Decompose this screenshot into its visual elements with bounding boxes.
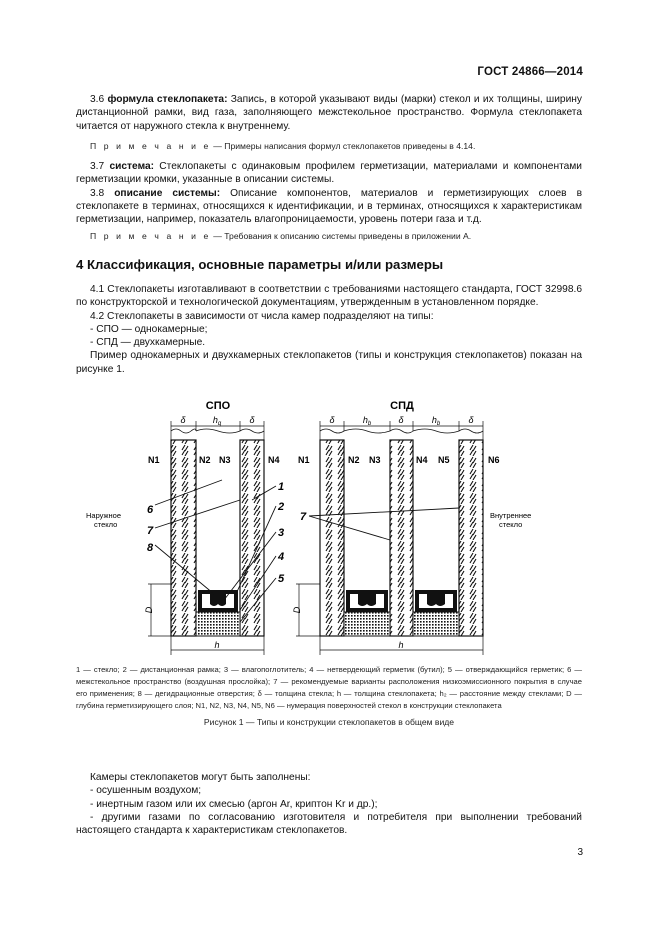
clause-number: 3.6 [90,94,105,105]
surface-n6: N6 [488,455,500,465]
gap-symbol: $h_q$ [212,415,222,427]
sealant [196,612,240,636]
section-4-heading: 4 Классификация, основные параметры и/или размеры [76,257,444,272]
fill-item: - осушенным воздухом; [90,785,202,797]
outer-glass-label: Наружное стекло [86,511,122,529]
callout-7: 7 [147,525,154,537]
callout-1: 1 [278,481,285,493]
surface-n3: N3 [369,455,381,465]
surface-n2: N2 [199,455,211,465]
term: формула стеклопакета: [107,94,228,105]
clause-4-1: 4.1 Стеклопакеты изготавливают в соответствии с требованиями настоящего стандарта, ГОСТ 32998.6 по конструкторской и технологической документациям, утвержденным в установленном порядке. [76,284,582,309]
depth-symbol: D [144,606,154,614]
callout-8: 8 [147,542,154,554]
sealant [413,612,459,636]
spd-label: СПД [390,400,414,412]
clause-4-2: 4.2 Стеклопакеты в зависимости от числа камер подразделяют на типы: [90,310,434,322]
gap-symbol: $h_b$ [362,415,372,427]
delta-symbol: δ [249,415,255,425]
gap-symbol: $h_b$ [431,415,441,427]
spo-label: СПО [205,400,231,412]
thickness-symbol: h [398,640,404,650]
thickness-symbol: h [214,640,220,650]
delta-symbol: δ [180,415,186,425]
callout-4: 4 [278,551,285,563]
surface-n1: N1 [298,455,310,465]
fill-intro: Камеры стеклопакетов могут быть заполнены: [90,772,311,783]
depth-symbol: D [292,606,302,614]
surface-n4: N4 [268,455,280,465]
glass-pane [320,440,344,636]
note-text: — Требования к описанию системы приведены в приложении А. [210,231,472,241]
definition: Стеклопакеты с одинаковым профилем герметизации, материалами и компонентами герметизации кромки, указанные в описании системы. [76,161,582,186]
fill-gases-section [76,771,582,837]
term: система: [109,161,155,172]
figure-reference: Пример однокамерных и двухкамерных стеклопакетов (типы и конструкция стеклопакетов) показан на рисунке 1. [76,350,582,375]
inner-glass-label: Внутреннее стекло [490,511,532,529]
surface-n1: N1 [148,455,160,465]
note-label: П р и м е ч а н и е [90,141,211,151]
glass-pane [171,440,196,636]
clause-number: 3.7 [90,161,105,172]
definition: Описание компонентов, материалов и герметизирующих слоев в стеклопакете в терминах, относящихся к идентификации, и в терминах, относящихся к характеристикам герметизации, например, показатель влагопроницаемости, уровень потери газа и т.д. [76,187,582,226]
surface-n5: N5 [438,455,450,465]
callout-2: 2 [278,501,285,513]
type-item: - СПД — двухкамерные. [90,337,206,349]
term: описание системы: [114,187,221,199]
surface-n3: N3 [219,455,231,465]
surface-n4: N4 [416,455,428,465]
glass-pane [390,440,413,636]
spd-unit [292,415,531,655]
fill-item: - инертным газом или их смесью (аргон Ar, криптон Kr и др.); [90,798,378,810]
figure-caption: 1 — стекло; 2 — дистанционная рамка; 3 — влагопоглотитель; 4 — нетвердеющий герметик (бутил); 5 — отверждающийся герметик; 6 — межстекольное пространство (воздушная прослойка); 7 — рекомендуемые варианты расположения низкоэмиссионного покрытия в случае его применения; 8 — дегидрационные отверстия; δ — толщина стекла; h — толщина стеклопакета; h₂ — расстояние между стеклами; D — глубина герметизирующего слоя; N1, N2, N3, N4, N5, N6 — нумерация поверхностей стекол в конструкции стеклопакета [76,665,582,710]
note-text: — Примеры написания формул стеклопакетов приведены в 4.14. [210,141,476,151]
standard-header: ГОСТ 24866—2014 [477,66,583,78]
surface-n2: N2 [348,455,360,465]
delta-symbol: δ [468,415,474,425]
type-item: - СПО — однокамерные; [90,323,208,335]
callout-7: 7 [300,511,307,523]
delta-symbol: δ [329,415,335,425]
definition: Запись, в которой указывают виды (марки) стекол и их толщины, ширину дистанционной рамки, вид газа, заполняющего межстекольное пространство. Формула стеклопакета читается от наружного стекла к внутреннему. [76,94,582,132]
callout-5: 5 [278,573,285,585]
page-number: 3 [577,847,583,858]
figure-title: Рисунок 1 — Типы и конструкции стеклопакетов в общем виде [203,717,455,727]
clause-number: 3.8 [90,187,105,199]
delta-symbol: δ [398,415,404,425]
spo-unit [86,415,285,655]
sealant [344,612,390,636]
callout-3: 3 [278,527,285,539]
glass-pane [240,440,264,636]
glass-pane [459,440,483,636]
callout-6: 6 [147,504,154,516]
fill-item: - другими газами по согласованию изготовителя и потребителя при выполнении требований настоящего стандарта к характеристикам стеклопакетов. [76,811,582,837]
note-label: П р и м е ч а н и е [90,231,211,241]
